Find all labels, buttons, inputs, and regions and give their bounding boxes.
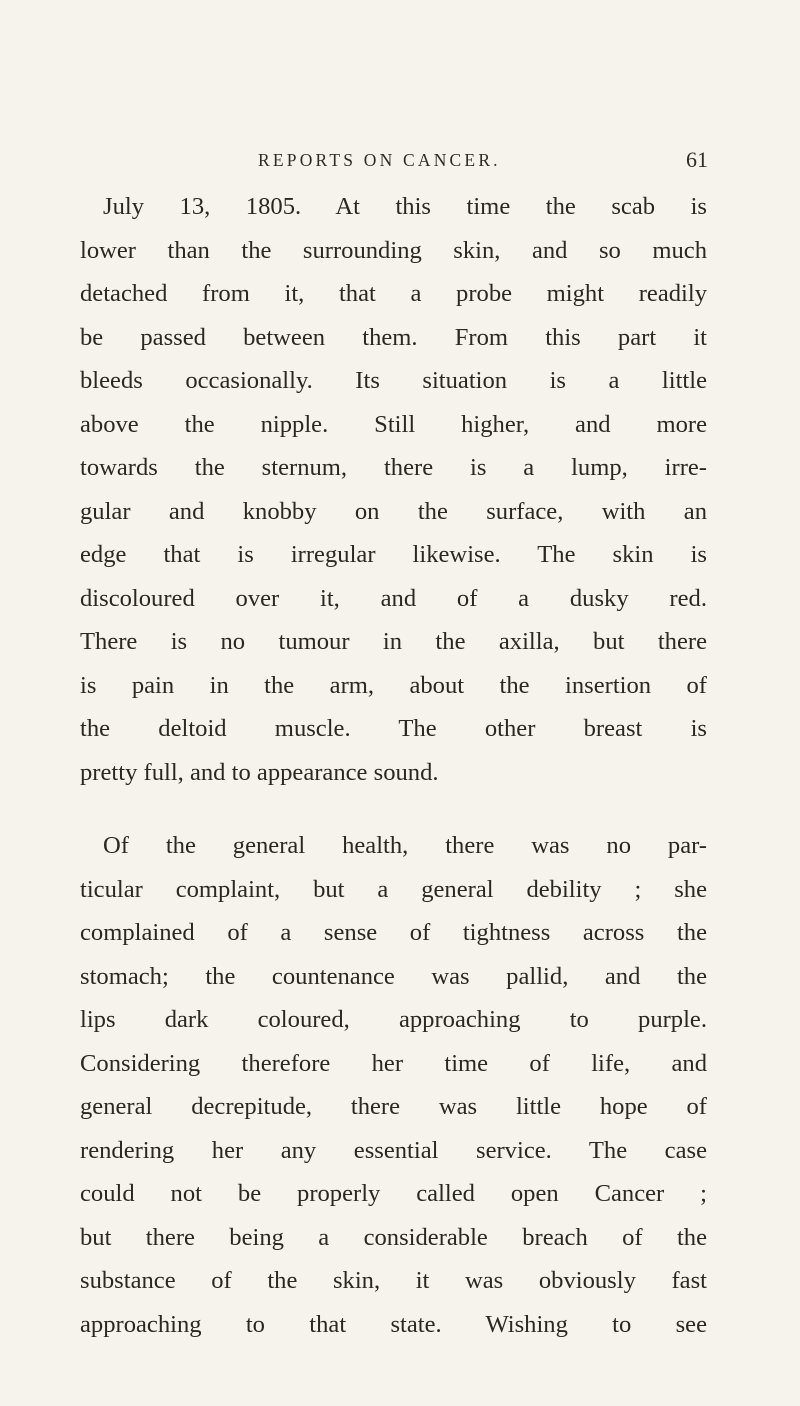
text-line: complained of a sense of tightness across the	[80, 919, 707, 946]
text-line: is pain in the arm, about the insertion of	[80, 671, 707, 699]
running-head-title: REPORTS ON CANCER.	[258, 150, 501, 170]
body-text	[80, 185, 707, 1346]
paragraph-spacer	[80, 794, 707, 824]
text-line: July 13, 1805. At this time the scab is	[103, 193, 707, 220]
text-line: There is no tumour in the axilla, but there	[80, 628, 707, 655]
text-line: approaching to that state. Wishing to see	[80, 1310, 707, 1338]
text-line: Considering therefore her time of life, and	[80, 1049, 707, 1077]
text-line: Of the general health, there was no par-	[103, 832, 707, 859]
text-line: detached from it, that a probe might readily	[80, 280, 707, 307]
text-line: but there being a considerable breach of the	[80, 1223, 707, 1251]
paragraph-1	[80, 185, 707, 794]
text-line: lips dark coloured, approaching to purple.	[80, 1006, 707, 1033]
text-line: gular and knobby on the surface, with an	[80, 497, 707, 525]
text-line: the deltoid muscle. The other breast is	[80, 715, 707, 742]
page-number: 61	[686, 147, 708, 172]
text-line: general decrepitude, there was little hope of	[80, 1093, 707, 1120]
text-line: be passed between them. From this part it	[80, 323, 707, 351]
text-line: pretty full, and to appearance sound.	[80, 758, 439, 786]
text-line: bleeds occasionally. Its situation is a little	[80, 367, 707, 394]
text-line: substance of the skin, it was obviously fast	[80, 1267, 707, 1294]
text-line: above the nipple. Still higher, and more	[80, 410, 707, 438]
text-line: ticular complaint, but a general debility ; she	[80, 875, 707, 903]
text-line: towards the sternum, there is a lump, irre-	[80, 454, 707, 481]
paragraph-2	[80, 824, 707, 1346]
running-header	[258, 147, 708, 180]
text-line: lower than the surrounding skin, and so much	[80, 236, 707, 264]
text-line: stomach; the countenance was pallid, and the	[80, 962, 707, 990]
text-line: edge that is irregular likewise. The skin is	[80, 541, 707, 568]
text-line: discoloured over it, and of a dusky red.	[80, 584, 707, 612]
text-line: rendering her any essential service. The case	[80, 1136, 707, 1164]
text-line: could not be properly called open Cancer ;	[80, 1180, 707, 1207]
